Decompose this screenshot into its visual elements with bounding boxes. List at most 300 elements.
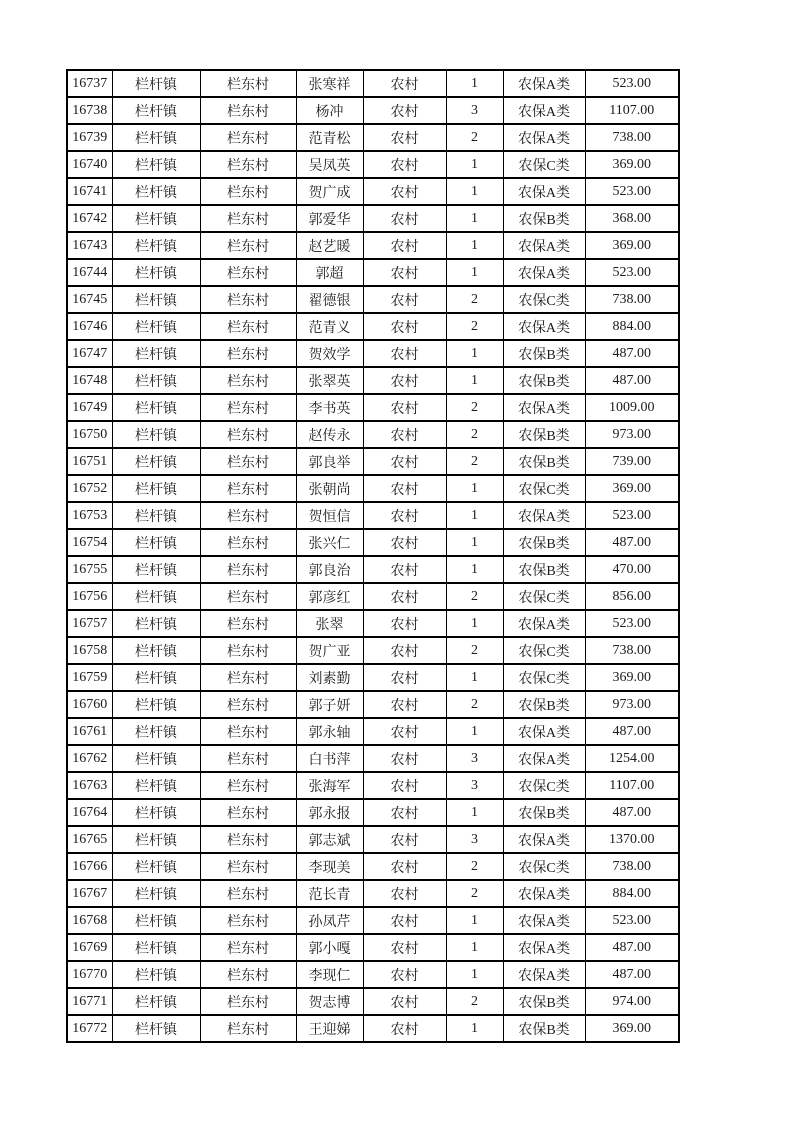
cell-person-name: 郭小嘎 [296, 934, 363, 961]
cell-village: 栏东村 [200, 286, 296, 313]
cell-residence-type: 农村 [363, 232, 446, 259]
table-row [67, 556, 679, 583]
cell-village: 栏东村 [200, 934, 296, 961]
cell-record-id: 16767 [67, 880, 112, 907]
cell-residence-type: 农村 [363, 178, 446, 205]
cell-amount: 523.00 [585, 178, 679, 205]
table-row [67, 340, 679, 367]
cell-insurance-class: 农保B类 [503, 556, 585, 583]
cell-record-id: 16748 [67, 367, 112, 394]
cell-person-name: 郭良治 [296, 556, 363, 583]
cell-village: 栏东村 [200, 367, 296, 394]
cell-village: 栏东村 [200, 583, 296, 610]
cell-town: 栏杆镇 [112, 988, 200, 1015]
cell-residence-type: 农村 [363, 259, 446, 286]
cell-town: 栏杆镇 [112, 259, 200, 286]
cell-person-name: 白书萍 [296, 745, 363, 772]
cell-person-name: 王迎娣 [296, 1015, 363, 1042]
cell-insurance-class: 农保A类 [503, 907, 585, 934]
cell-village: 栏东村 [200, 475, 296, 502]
cell-record-id: 16742 [67, 205, 112, 232]
cell-town: 栏杆镇 [112, 664, 200, 691]
cell-record-id: 16764 [67, 799, 112, 826]
cell-count: 3 [446, 826, 503, 853]
table-row [67, 286, 679, 313]
cell-amount: 884.00 [585, 313, 679, 340]
cell-record-id: 16762 [67, 745, 112, 772]
cell-insurance-class: 农保A类 [503, 178, 585, 205]
cell-person-name: 翟德银 [296, 286, 363, 313]
cell-residence-type: 农村 [363, 124, 446, 151]
cell-insurance-class: 农保B类 [503, 421, 585, 448]
cell-amount: 738.00 [585, 124, 679, 151]
cell-residence-type: 农村 [363, 934, 446, 961]
table-row [67, 205, 679, 232]
cell-town: 栏杆镇 [112, 529, 200, 556]
cell-record-id: 16750 [67, 421, 112, 448]
cell-insurance-class: 农保A类 [503, 880, 585, 907]
cell-village: 栏东村 [200, 178, 296, 205]
table-row [67, 934, 679, 961]
cell-insurance-class: 农保B类 [503, 1015, 585, 1042]
cell-town: 栏杆镇 [112, 367, 200, 394]
table-row [67, 97, 679, 124]
cell-insurance-class: 农保B类 [503, 340, 585, 367]
table-row [67, 178, 679, 205]
cell-amount: 523.00 [585, 259, 679, 286]
cell-insurance-class: 农保A类 [503, 232, 585, 259]
cell-amount: 974.00 [585, 988, 679, 1015]
cell-record-id: 16741 [67, 178, 112, 205]
cell-person-name: 赵传永 [296, 421, 363, 448]
cell-residence-type: 农村 [363, 799, 446, 826]
cell-insurance-class: 农保B类 [503, 367, 585, 394]
cell-count: 1 [446, 529, 503, 556]
table-row [67, 529, 679, 556]
cell-village: 栏东村 [200, 313, 296, 340]
cell-town: 栏杆镇 [112, 151, 200, 178]
cell-record-id: 16743 [67, 232, 112, 259]
cell-person-name: 李现美 [296, 853, 363, 880]
cell-count: 1 [446, 961, 503, 988]
cell-count: 2 [446, 286, 503, 313]
cell-person-name: 郭彦红 [296, 583, 363, 610]
cell-record-id: 16749 [67, 394, 112, 421]
cell-residence-type: 农村 [363, 718, 446, 745]
cell-village: 栏东村 [200, 340, 296, 367]
cell-count: 3 [446, 772, 503, 799]
cell-amount: 369.00 [585, 232, 679, 259]
cell-residence-type: 农村 [363, 313, 446, 340]
cell-person-name: 赵艺暖 [296, 232, 363, 259]
table-row [67, 475, 679, 502]
cell-insurance-class: 农保B类 [503, 691, 585, 718]
cell-town: 栏杆镇 [112, 97, 200, 124]
cell-town: 栏杆镇 [112, 853, 200, 880]
cell-town: 栏杆镇 [112, 637, 200, 664]
cell-residence-type: 农村 [363, 475, 446, 502]
cell-residence-type: 农村 [363, 529, 446, 556]
cell-count: 1 [446, 799, 503, 826]
cell-person-name: 郭良举 [296, 448, 363, 475]
cell-record-id: 16760 [67, 691, 112, 718]
table-row [67, 1015, 679, 1042]
cell-insurance-class: 农保C类 [503, 772, 585, 799]
cell-person-name: 范青松 [296, 124, 363, 151]
cell-insurance-class: 农保A类 [503, 826, 585, 853]
cell-person-name: 贺广亚 [296, 637, 363, 664]
cell-insurance-class: 农保A类 [503, 97, 585, 124]
cell-residence-type: 农村 [363, 826, 446, 853]
cell-insurance-class: 农保A类 [503, 124, 585, 151]
cell-residence-type: 农村 [363, 394, 446, 421]
cell-village: 栏东村 [200, 691, 296, 718]
cell-record-id: 16747 [67, 340, 112, 367]
cell-town: 栏杆镇 [112, 826, 200, 853]
cell-town: 栏杆镇 [112, 394, 200, 421]
cell-town: 栏杆镇 [112, 799, 200, 826]
cell-record-id: 16766 [67, 853, 112, 880]
cell-person-name: 郭永报 [296, 799, 363, 826]
cell-record-id: 16746 [67, 313, 112, 340]
cell-count: 1 [446, 664, 503, 691]
table-row [67, 583, 679, 610]
cell-insurance-class: 农保C类 [503, 853, 585, 880]
cell-amount: 369.00 [585, 1015, 679, 1042]
cell-village: 栏东村 [200, 97, 296, 124]
cell-amount: 487.00 [585, 718, 679, 745]
cell-amount: 369.00 [585, 151, 679, 178]
cell-count: 1 [446, 1015, 503, 1042]
cell-amount: 470.00 [585, 556, 679, 583]
cell-amount: 884.00 [585, 880, 679, 907]
table-row [67, 394, 679, 421]
cell-count: 2 [446, 988, 503, 1015]
cell-amount: 738.00 [585, 853, 679, 880]
cell-village: 栏东村 [200, 610, 296, 637]
cell-person-name: 张海军 [296, 772, 363, 799]
cell-insurance-class: 农保A类 [503, 934, 585, 961]
cell-town: 栏杆镇 [112, 556, 200, 583]
cell-town: 栏杆镇 [112, 1015, 200, 1042]
cell-village: 栏东村 [200, 907, 296, 934]
cell-insurance-class: 农保B类 [503, 448, 585, 475]
cell-insurance-class: 农保C类 [503, 475, 585, 502]
table-row [67, 610, 679, 637]
cell-person-name: 李书英 [296, 394, 363, 421]
cell-person-name: 杨冲 [296, 97, 363, 124]
cell-record-id: 16761 [67, 718, 112, 745]
cell-town: 栏杆镇 [112, 583, 200, 610]
cell-amount: 523.00 [585, 70, 679, 97]
cell-town: 栏杆镇 [112, 610, 200, 637]
cell-amount: 369.00 [585, 664, 679, 691]
table-row [67, 853, 679, 880]
cell-town: 栏杆镇 [112, 232, 200, 259]
cell-person-name: 吴凤英 [296, 151, 363, 178]
cell-person-name: 郭永轴 [296, 718, 363, 745]
cell-residence-type: 农村 [363, 97, 446, 124]
cell-residence-type: 农村 [363, 853, 446, 880]
cell-insurance-class: 农保A类 [503, 961, 585, 988]
cell-count: 1 [446, 70, 503, 97]
cell-record-id: 16754 [67, 529, 112, 556]
cell-record-id: 16772 [67, 1015, 112, 1042]
cell-town: 栏杆镇 [112, 475, 200, 502]
cell-residence-type: 农村 [363, 664, 446, 691]
cell-amount: 487.00 [585, 367, 679, 394]
table-row [67, 70, 679, 97]
cell-person-name: 张兴仁 [296, 529, 363, 556]
cell-person-name: 孙凤芹 [296, 907, 363, 934]
cell-town: 栏杆镇 [112, 961, 200, 988]
cell-village: 栏东村 [200, 124, 296, 151]
cell-village: 栏东村 [200, 772, 296, 799]
cell-record-id: 16756 [67, 583, 112, 610]
cell-record-id: 16740 [67, 151, 112, 178]
cell-insurance-class: 农保A类 [503, 745, 585, 772]
cell-amount: 1107.00 [585, 772, 679, 799]
cell-residence-type: 农村 [363, 340, 446, 367]
cell-town: 栏杆镇 [112, 691, 200, 718]
cell-record-id: 16753 [67, 502, 112, 529]
records-table [66, 69, 680, 1043]
cell-village: 栏东村 [200, 637, 296, 664]
cell-village: 栏东村 [200, 448, 296, 475]
cell-count: 3 [446, 745, 503, 772]
cell-count: 1 [446, 259, 503, 286]
cell-insurance-class: 农保C类 [503, 637, 585, 664]
table-row [67, 502, 679, 529]
cell-village: 栏东村 [200, 799, 296, 826]
table-row [67, 637, 679, 664]
cell-count: 2 [446, 880, 503, 907]
table-row [67, 313, 679, 340]
cell-person-name: 范青义 [296, 313, 363, 340]
cell-village: 栏东村 [200, 664, 296, 691]
table-row [67, 664, 679, 691]
table-row [67, 259, 679, 286]
cell-record-id: 16739 [67, 124, 112, 151]
cell-record-id: 16757 [67, 610, 112, 637]
cell-amount: 1107.00 [585, 97, 679, 124]
cell-residence-type: 农村 [363, 637, 446, 664]
cell-town: 栏杆镇 [112, 772, 200, 799]
cell-village: 栏东村 [200, 502, 296, 529]
table-row [67, 124, 679, 151]
cell-count: 1 [446, 205, 503, 232]
records-table-body [67, 70, 679, 1042]
cell-village: 栏东村 [200, 1015, 296, 1042]
cell-count: 1 [446, 232, 503, 259]
cell-record-id: 16745 [67, 286, 112, 313]
cell-amount: 973.00 [585, 421, 679, 448]
cell-person-name: 李现仁 [296, 961, 363, 988]
cell-residence-type: 农村 [363, 205, 446, 232]
cell-insurance-class: 农保A类 [503, 394, 585, 421]
cell-residence-type: 农村 [363, 70, 446, 97]
cell-count: 2 [446, 583, 503, 610]
cell-town: 栏杆镇 [112, 718, 200, 745]
cell-person-name: 郭子妍 [296, 691, 363, 718]
cell-record-id: 16752 [67, 475, 112, 502]
cell-amount: 973.00 [585, 691, 679, 718]
cell-town: 栏杆镇 [112, 124, 200, 151]
cell-town: 栏杆镇 [112, 178, 200, 205]
cell-amount: 856.00 [585, 583, 679, 610]
table-row [67, 907, 679, 934]
cell-insurance-class: 农保A类 [503, 313, 585, 340]
table-row [67, 799, 679, 826]
cell-residence-type: 农村 [363, 421, 446, 448]
cell-record-id: 16755 [67, 556, 112, 583]
cell-person-name: 范长青 [296, 880, 363, 907]
cell-village: 栏东村 [200, 853, 296, 880]
table-row [67, 880, 679, 907]
cell-person-name: 张翠 [296, 610, 363, 637]
cell-record-id: 16751 [67, 448, 112, 475]
cell-village: 栏东村 [200, 205, 296, 232]
table-row [67, 826, 679, 853]
cell-amount: 487.00 [585, 961, 679, 988]
cell-count: 1 [446, 907, 503, 934]
cell-village: 栏东村 [200, 232, 296, 259]
table-row [67, 448, 679, 475]
cell-record-id: 16763 [67, 772, 112, 799]
cell-residence-type: 农村 [363, 907, 446, 934]
cell-record-id: 16738 [67, 97, 112, 124]
cell-count: 1 [446, 556, 503, 583]
cell-village: 栏东村 [200, 880, 296, 907]
cell-town: 栏杆镇 [112, 745, 200, 772]
cell-record-id: 16737 [67, 70, 112, 97]
cell-village: 栏东村 [200, 718, 296, 745]
cell-amount: 487.00 [585, 529, 679, 556]
cell-count: 1 [446, 340, 503, 367]
cell-person-name: 张翠英 [296, 367, 363, 394]
cell-person-name: 张朝尚 [296, 475, 363, 502]
cell-town: 栏杆镇 [112, 502, 200, 529]
cell-count: 1 [446, 610, 503, 637]
cell-amount: 523.00 [585, 907, 679, 934]
table-row [67, 421, 679, 448]
cell-amount: 1370.00 [585, 826, 679, 853]
cell-town: 栏杆镇 [112, 880, 200, 907]
cell-town: 栏杆镇 [112, 205, 200, 232]
cell-count: 2 [446, 691, 503, 718]
table-row [67, 151, 679, 178]
cell-insurance-class: 农保C类 [503, 664, 585, 691]
table-row [67, 718, 679, 745]
cell-town: 栏杆镇 [112, 907, 200, 934]
cell-count: 1 [446, 151, 503, 178]
cell-insurance-class: 农保A类 [503, 259, 585, 286]
table-row [67, 691, 679, 718]
cell-person-name: 贺志博 [296, 988, 363, 1015]
cell-village: 栏东村 [200, 961, 296, 988]
cell-amount: 738.00 [585, 286, 679, 313]
cell-amount: 739.00 [585, 448, 679, 475]
cell-amount: 368.00 [585, 205, 679, 232]
table-row [67, 745, 679, 772]
cell-town: 栏杆镇 [112, 421, 200, 448]
cell-village: 栏东村 [200, 394, 296, 421]
cell-insurance-class: 农保C类 [503, 583, 585, 610]
cell-amount: 523.00 [585, 502, 679, 529]
cell-record-id: 16768 [67, 907, 112, 934]
cell-amount: 487.00 [585, 799, 679, 826]
cell-record-id: 16744 [67, 259, 112, 286]
cell-town: 栏杆镇 [112, 448, 200, 475]
cell-insurance-class: 农保A类 [503, 718, 585, 745]
cell-record-id: 16759 [67, 664, 112, 691]
cell-record-id: 16770 [67, 961, 112, 988]
cell-residence-type: 农村 [363, 502, 446, 529]
table-row [67, 988, 679, 1015]
cell-village: 栏东村 [200, 826, 296, 853]
table-row [67, 232, 679, 259]
cell-town: 栏杆镇 [112, 313, 200, 340]
cell-insurance-class: 农保A类 [503, 502, 585, 529]
cell-count: 1 [446, 178, 503, 205]
cell-count: 1 [446, 934, 503, 961]
cell-person-name: 张寒祥 [296, 70, 363, 97]
cell-amount: 1009.00 [585, 394, 679, 421]
cell-residence-type: 农村 [363, 880, 446, 907]
cell-village: 栏东村 [200, 745, 296, 772]
cell-residence-type: 农村 [363, 151, 446, 178]
cell-residence-type: 农村 [363, 286, 446, 313]
cell-village: 栏东村 [200, 421, 296, 448]
cell-residence-type: 农村 [363, 691, 446, 718]
cell-residence-type: 农村 [363, 556, 446, 583]
cell-amount: 487.00 [585, 340, 679, 367]
cell-record-id: 16758 [67, 637, 112, 664]
cell-town: 栏杆镇 [112, 934, 200, 961]
cell-residence-type: 农村 [363, 988, 446, 1015]
cell-residence-type: 农村 [363, 367, 446, 394]
table-row [67, 961, 679, 988]
cell-count: 3 [446, 97, 503, 124]
cell-record-id: 16765 [67, 826, 112, 853]
cell-person-name: 贺效学 [296, 340, 363, 367]
cell-village: 栏东村 [200, 556, 296, 583]
cell-insurance-class: 农保B类 [503, 529, 585, 556]
cell-amount: 1254.00 [585, 745, 679, 772]
cell-amount: 738.00 [585, 637, 679, 664]
cell-count: 2 [446, 448, 503, 475]
cell-village: 栏东村 [200, 70, 296, 97]
cell-residence-type: 农村 [363, 448, 446, 475]
cell-insurance-class: 农保A类 [503, 610, 585, 637]
cell-insurance-class: 农保C类 [503, 286, 585, 313]
cell-count: 2 [446, 124, 503, 151]
cell-amount: 487.00 [585, 934, 679, 961]
cell-insurance-class: 农保A类 [503, 70, 585, 97]
cell-residence-type: 农村 [363, 610, 446, 637]
cell-person-name: 刘素勤 [296, 664, 363, 691]
cell-count: 1 [446, 502, 503, 529]
table-row [67, 772, 679, 799]
cell-record-id: 16769 [67, 934, 112, 961]
cell-residence-type: 农村 [363, 583, 446, 610]
cell-village: 栏东村 [200, 529, 296, 556]
cell-count: 2 [446, 853, 503, 880]
cell-town: 栏杆镇 [112, 340, 200, 367]
cell-count: 2 [446, 394, 503, 421]
cell-village: 栏东村 [200, 151, 296, 178]
cell-town: 栏杆镇 [112, 70, 200, 97]
